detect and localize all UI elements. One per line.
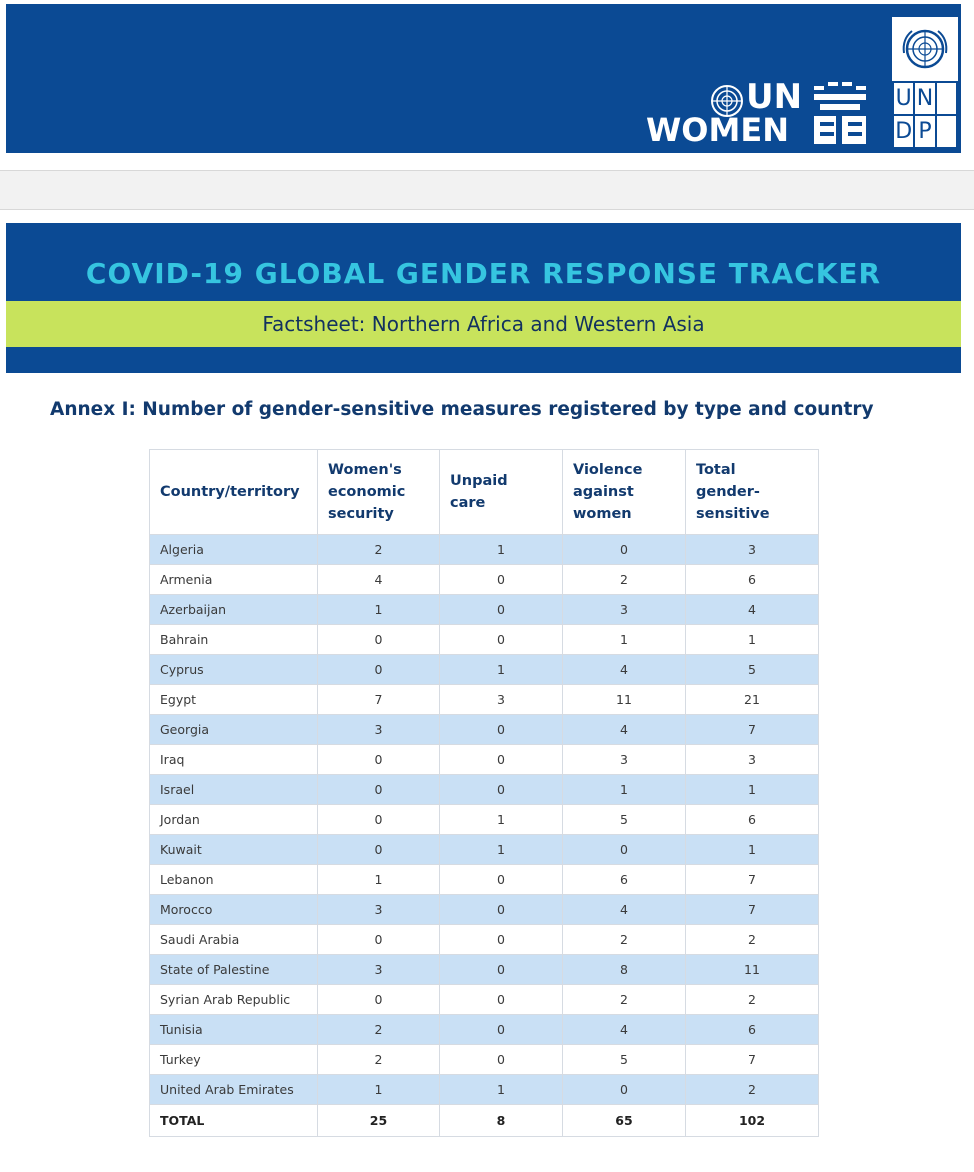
country-cell: Turkey [150,1045,318,1075]
value-cell: 0 [440,565,563,595]
measures-table [149,449,819,1137]
country-cell: Israel [150,775,318,805]
value-cell: 2 [318,1015,440,1045]
value-cell: 2 [686,925,819,955]
value-cell: 3 [563,595,686,625]
value-cell: 1 [318,1075,440,1105]
country-cell: Lebanon [150,865,318,895]
column-header: Total gender- sensitive [686,450,819,535]
country-cell: Tunisia [150,1015,318,1045]
country-cell: Jordan [150,805,318,835]
value-cell: 0 [318,805,440,835]
value-cell: 6 [686,565,819,595]
country-cell: State of Palestine [150,955,318,985]
value-cell: 11 [563,685,686,715]
undp-letter-blank [937,83,956,114]
value-cell: 0 [318,625,440,655]
country-cell: Morocco [150,895,318,925]
column-header: Violence against women [563,450,686,535]
table-row [150,835,819,865]
value-cell: 0 [440,895,563,925]
country-cell: Syrian Arab Republic [150,985,318,1015]
value-cell: 1 [686,835,819,865]
value-cell: 3 [440,685,563,715]
value-cell: 3 [563,745,686,775]
value-cell: 0 [440,595,563,625]
table-row [150,895,819,925]
value-cell: 0 [440,745,563,775]
value-cell: 3 [318,715,440,745]
value-cell: 0 [440,1015,563,1045]
value-cell: 1 [318,595,440,625]
value-cell: 0 [440,955,563,985]
table-row [150,685,819,715]
un-globe-icon [898,23,952,75]
country-cell: Bahrain [150,625,318,655]
page-title: COVID-19 GLOBAL GENDER RESPONSE TRACKER [85,257,882,290]
total-label: TOTAL [150,1105,318,1137]
value-cell: 3 [318,895,440,925]
table-row [150,865,819,895]
un-women-logo-line2: WOMEN [646,111,789,149]
value-cell: 1 [686,775,819,805]
value-cell: 7 [686,865,819,895]
column-header: Unpaid care [440,450,563,535]
country-cell: Algeria [150,535,318,565]
value-cell: 0 [440,865,563,895]
value-cell: 1 [318,865,440,895]
value-cell: 4 [686,595,819,625]
undp-letter-u: U [894,83,913,114]
title-box [6,223,961,373]
undp-logo [892,17,958,149]
undp-letter-blank-2 [937,116,956,147]
value-cell: 1 [440,805,563,835]
total-cell: 65 [563,1105,686,1137]
table-row [150,1075,819,1105]
table-row [150,1015,819,1045]
measures-table-container [149,449,818,1137]
value-cell: 5 [686,655,819,685]
table-row [150,595,819,625]
table-total-row [150,1105,819,1137]
country-cell: Kuwait [150,835,318,865]
value-cell: 0 [440,715,563,745]
table-header-row [150,450,819,535]
value-cell: 1 [563,625,686,655]
value-cell: 1 [440,535,563,565]
value-cell: 2 [563,985,686,1015]
value-cell: 2 [563,565,686,595]
column-header: Country/territory [150,450,318,535]
separator-band [0,170,974,210]
value-cell: 7 [686,1045,819,1075]
total-cell: 102 [686,1105,819,1137]
value-cell: 0 [563,1075,686,1105]
value-cell: 7 [686,715,819,745]
table-row [150,535,819,565]
column-header: Women's economic security [318,450,440,535]
total-cell: 25 [318,1105,440,1137]
value-cell: 0 [440,775,563,805]
annex-title: Annex I: Number of gender-sensitive measures registered by type and country [50,399,874,420]
top-banner [6,4,961,153]
undp-letter-n: N [915,83,934,114]
table-row [150,655,819,685]
value-cell: 1 [686,625,819,655]
value-cell: 3 [318,955,440,985]
table-row [150,745,819,775]
un-women-mark-icon [812,82,870,146]
un-women-logo [644,78,874,148]
value-cell: 7 [318,685,440,715]
country-cell: Iraq [150,745,318,775]
value-cell: 2 [563,925,686,955]
value-cell: 6 [563,865,686,895]
value-cell: 0 [563,835,686,865]
value-cell: 11 [686,955,819,985]
value-cell: 7 [686,895,819,925]
value-cell: 21 [686,685,819,715]
country-cell: Azerbaijan [150,595,318,625]
value-cell: 4 [563,715,686,745]
table-row [150,925,819,955]
table-row [150,805,819,835]
value-cell: 6 [686,1015,819,1045]
value-cell: 6 [686,805,819,835]
value-cell: 3 [686,535,819,565]
value-cell: 2 [318,1045,440,1075]
table-row [150,565,819,595]
value-cell: 0 [563,535,686,565]
value-cell: 2 [686,985,819,1015]
value-cell: 0 [440,985,563,1015]
value-cell: 5 [563,805,686,835]
country-cell: Saudi Arabia [150,925,318,955]
country-cell: Egypt [150,685,318,715]
value-cell: 0 [318,775,440,805]
value-cell: 0 [440,925,563,955]
country-cell: United Arab Emirates [150,1075,318,1105]
value-cell: 5 [563,1045,686,1075]
table-row [150,1045,819,1075]
value-cell: 4 [563,655,686,685]
table-row [150,625,819,655]
country-cell: Georgia [150,715,318,745]
undp-letter-p: P [915,116,934,147]
value-cell: 2 [686,1075,819,1105]
total-cell: 8 [440,1105,563,1137]
table-row [150,715,819,745]
factsheet-subtitle: Factsheet: Northern Africa and Western Asia [262,312,705,336]
value-cell: 0 [318,835,440,865]
value-cell: 1 [440,1075,563,1105]
value-cell: 0 [318,985,440,1015]
value-cell: 1 [563,775,686,805]
value-cell: 4 [563,1015,686,1045]
value-cell: 0 [440,1045,563,1075]
value-cell: 8 [563,955,686,985]
value-cell: 0 [318,745,440,775]
value-cell: 4 [563,895,686,925]
value-cell: 0 [318,925,440,955]
value-cell: 1 [440,835,563,865]
undp-letter-d: D [894,116,913,147]
value-cell: 1 [440,655,563,685]
value-cell: 0 [440,625,563,655]
factsheet-band [6,301,961,347]
table-row [150,775,819,805]
country-cell: Armenia [150,565,318,595]
value-cell: 0 [318,655,440,685]
value-cell: 2 [318,535,440,565]
value-cell: 4 [318,565,440,595]
table-row [150,985,819,1015]
undp-letters [892,81,958,149]
value-cell: 3 [686,745,819,775]
table-row [150,955,819,985]
country-cell: Cyprus [150,655,318,685]
un-women-logo-line1: UN [746,77,803,117]
